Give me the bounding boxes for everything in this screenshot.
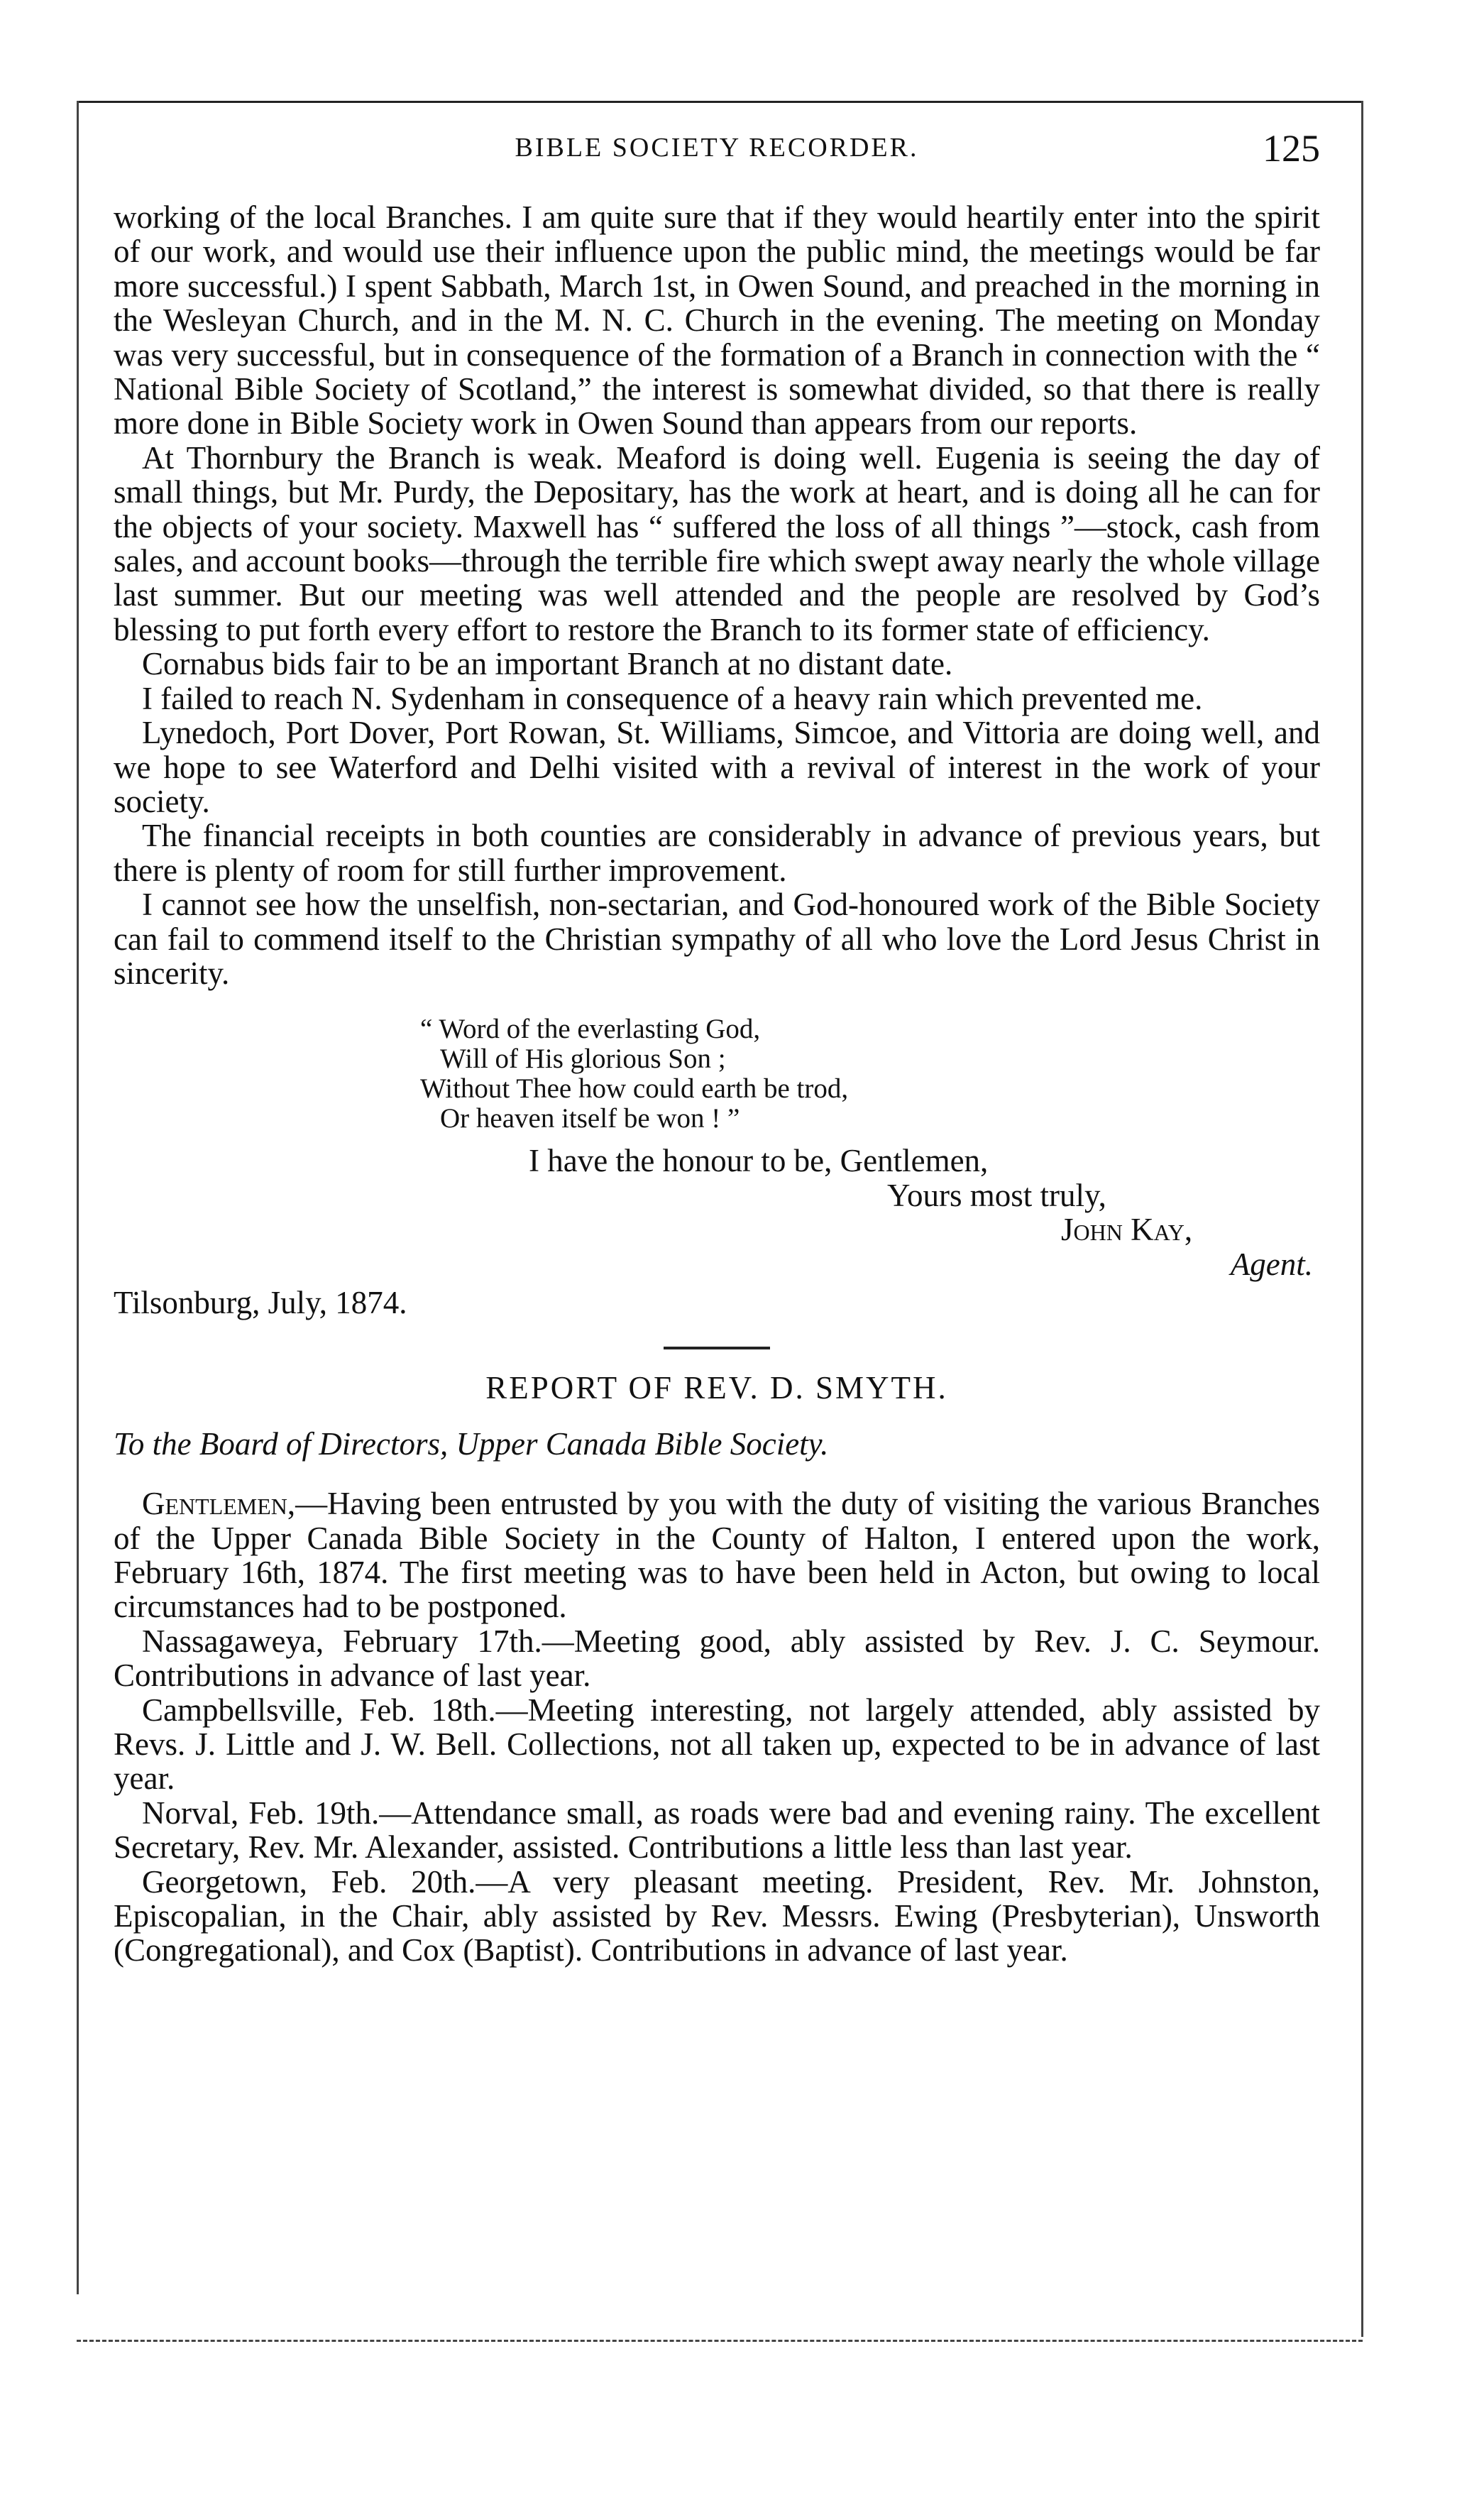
page-border-bottom	[77, 2340, 1363, 2342]
letter-closing	[114, 1144, 1320, 1320]
report-paragraph: Nassagaweya, February 17th.—Meeting good, ably assisted by Rev. J. C. Seymour. Contributions in advance of last year.	[114, 1623, 1320, 1694]
page-border-left	[77, 101, 79, 2294]
place-date: Tilsonburg, July, 1874.	[114, 1284, 407, 1320]
poem-line: “ Word of the everlasting God,	[420, 1014, 761, 1045]
smyth-report	[114, 1371, 1320, 1968]
running-head: BIBLE SOCIETY RECORDER.	[515, 133, 919, 163]
poem-line: Will of His glorious Son ;	[440, 1044, 726, 1075]
valediction: Yours most truly,	[887, 1177, 1106, 1213]
page-body	[114, 200, 1320, 1968]
closing-line: I have the honour to be, Gentlemen,	[529, 1143, 989, 1179]
agent-letter	[114, 200, 1320, 1320]
letter-paragraph: At Thornbury the Branch is weak. Meaford is doing well. Eugenia is seeing the day of small things, but Mr. Purdy, the Depositary, has the work at heart, and is doing all he can for the objects of your society. Maxwell has “ suffered the loss of all things ”—stock, cash from sales, and account books—through the terrible fire which swept away nearly the whole village last summer. But our meeting was well attended and the people are resolved by God’s blessing to put forth every effort to restore the Branch to its former state of efficiency.	[114, 439, 1320, 647]
signatory-title: Agent.	[1230, 1246, 1313, 1282]
signature: John Kay,	[1061, 1212, 1193, 1248]
report-title: REPORT OF REV. D. SMYTH.	[485, 1370, 948, 1406]
letter-paragraph: I failed to reach N. Sydenham in consequence of a heavy rain which prevented me.	[142, 680, 1203, 716]
salutation: Gentlemen,	[142, 1486, 296, 1522]
hymn-quotation	[420, 1014, 1320, 1134]
page-border-top	[77, 101, 1363, 103]
letter-paragraph: The financial receipts in both counties are considerably in advance of previous years, but there is plenty of room for still further improvement.	[114, 818, 1320, 888]
page-border-right	[1361, 101, 1363, 2337]
page-number: 125	[1263, 127, 1320, 170]
page-header	[114, 126, 1320, 176]
letter-paragraph: working of the local Branches. I am quite sure that if they would heartily enter into the spirit of our work, and would use their influence upon the public mind, the meetings would be far more successful.) I spent Sabbath, March 1st, in Owen Sound, and preached in the morning in the Wesleyan Church, and in the M. N. C. Church in the evening. The meeting on Monday was very successful, but in consequence of the formation of a Branch in connection with the “ National Bible Society of Scotland,” the interest is somewhat divided, so that there is really more done in Bible Society work in Owen Sound than appears from our reports.	[114, 199, 1320, 442]
letter-paragraph: Lynedoch, Port Dover, Port Rowan, St. Williams, Simcoe, and Vittoria are doing well, and we hope to see Waterford and Delhi visited with a revival of interest in the work of your society.	[114, 715, 1320, 819]
letter-paragraph: I cannot see how the unselfish, non-sectarian, and God-honoured work of the Bible Society can fail to commend itself to the Christian sympathy of all who love the Lord Jesus Christ in sincerity.	[114, 887, 1320, 991]
letter-paragraph: Cornabus bids fair to be an important Branch at no distant date.	[142, 646, 953, 682]
report-addressee: To the Board of Directors, Upper Canada Bible Society.	[114, 1425, 829, 1462]
poem-line: Without Thee how could earth be trod,	[420, 1073, 849, 1105]
poem-line: Or heaven itself be won ! ”	[440, 1103, 740, 1134]
report-paragraph: Campbellsville, Feb. 18th.—Meeting interesting, not largely attended, ably assisted by Revs. J. Little and J. W. Bell. Collections, not all taken up, expected to be in advance of last year.	[114, 1692, 1320, 1797]
report-paragraph: Norval, Feb. 19th.—Attendance small, as roads were bad and evening rainy. The excellent Secretary, Rev. Mr. Alexander, assisted. Contributions a little less than last year.	[114, 1795, 1320, 1866]
report-paragraph	[114, 1486, 1320, 1624]
report-paragraph-text: —Having been entrusted by you with the duty of visiting the various Branches of the Upper Canada Bible Society in the County of Halton, I entered upon the work, February 16th, 1874. The first meeting was to have been held in Acton, but owing to local circumstances had to be postponed.	[114, 1486, 1320, 1625]
report-paragraph: Georgetown, Feb. 20th.—A very pleasant meeting. President, Rev. Mr. Johnston, Episcopalian, in the Chair, ably assisted by Rev. Messrs. Ewing (Presbyterian), Unsworth (Congregational), and Cox (Baptist). Contributions in advance of last year.	[114, 1863, 1320, 1968]
section-divider	[664, 1347, 770, 1349]
